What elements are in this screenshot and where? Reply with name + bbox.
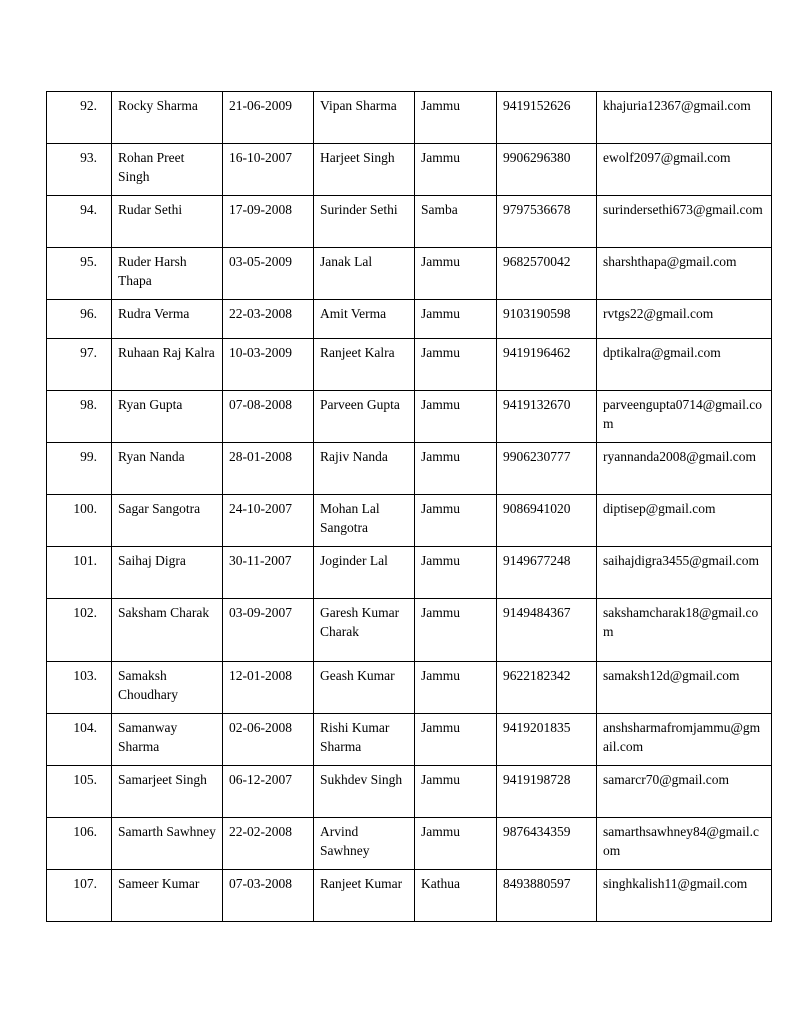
serial-number: 100.: [47, 495, 112, 547]
date-of-birth: 10-03-2009: [223, 339, 314, 391]
table-row: [47, 714, 772, 766]
phone-number: 9086941020: [497, 495, 597, 547]
date-of-birth: 21-06-2009: [223, 92, 314, 144]
table-row: [47, 870, 772, 922]
student-table: [46, 91, 772, 922]
date-of-birth: 07-03-2008: [223, 870, 314, 922]
phone-number: 9682570042: [497, 248, 597, 300]
phone-number: 9419132670: [497, 391, 597, 443]
phone-number: 9797536678: [497, 196, 597, 248]
table-row: [47, 547, 772, 599]
serial-number: 93.: [47, 144, 112, 196]
father-name: Vipan Sharma: [314, 92, 415, 144]
date-of-birth: 03-09-2007: [223, 599, 314, 662]
place: Jammu: [415, 599, 497, 662]
place: Jammu: [415, 714, 497, 766]
father-name: Surinder Sethi: [314, 196, 415, 248]
father-name: Ranjeet Kumar: [314, 870, 415, 922]
date-of-birth: 02-06-2008: [223, 714, 314, 766]
email-address: sakshamcharak18@gmail.com: [597, 599, 772, 662]
phone-number: 9103190598: [497, 300, 597, 339]
email-address: ryannanda2008@gmail.com: [597, 443, 772, 495]
student-name: Ryan Nanda: [112, 443, 223, 495]
student-name: Sagar Sangotra: [112, 495, 223, 547]
student-name: Samanway Sharma: [112, 714, 223, 766]
student-name: Ruder Harsh Thapa: [112, 248, 223, 300]
serial-number: 99.: [47, 443, 112, 495]
student-name: Sameer Kumar: [112, 870, 223, 922]
date-of-birth: 12-01-2008: [223, 662, 314, 714]
phone-number: 9419152626: [497, 92, 597, 144]
place: Jammu: [415, 300, 497, 339]
student-name: Rudra Verma: [112, 300, 223, 339]
email-address: khajuria12367@gmail.com: [597, 92, 772, 144]
table-row: [47, 339, 772, 391]
table-row: [47, 144, 772, 196]
serial-number: 104.: [47, 714, 112, 766]
email-address: parveengupta0714@gmail.com: [597, 391, 772, 443]
email-address: dptikalra@gmail.com: [597, 339, 772, 391]
phone-number: 9149677248: [497, 547, 597, 599]
table-row: [47, 391, 772, 443]
phone-number: 9419201835: [497, 714, 597, 766]
phone-number: 9622182342: [497, 662, 597, 714]
student-name: Ryan Gupta: [112, 391, 223, 443]
email-address: diptisep@gmail.com: [597, 495, 772, 547]
phone-number: 9906230777: [497, 443, 597, 495]
place: Jammu: [415, 391, 497, 443]
student-name: Samarth Sawhney: [112, 818, 223, 870]
father-name: Parveen Gupta: [314, 391, 415, 443]
serial-number: 97.: [47, 339, 112, 391]
student-name: Rohan Preet Singh: [112, 144, 223, 196]
father-name: Garesh Kumar Charak: [314, 599, 415, 662]
father-name: Mohan Lal Sangotra: [314, 495, 415, 547]
father-name: Amit Verma: [314, 300, 415, 339]
father-name: Rajiv Nanda: [314, 443, 415, 495]
table-row: [47, 599, 772, 662]
serial-number: 107.: [47, 870, 112, 922]
father-name: Arvind Sawhney: [314, 818, 415, 870]
student-name: Samaksh Choudhary: [112, 662, 223, 714]
email-address: samarthsawhney84@gmail.com: [597, 818, 772, 870]
father-name: Geash Kumar: [314, 662, 415, 714]
date-of-birth: 24-10-2007: [223, 495, 314, 547]
email-address: ewolf2097@gmail.com: [597, 144, 772, 196]
email-address: sharshthapa@gmail.com: [597, 248, 772, 300]
place: Samba: [415, 196, 497, 248]
father-name: Janak Lal: [314, 248, 415, 300]
serial-number: 98.: [47, 391, 112, 443]
date-of-birth: 07-08-2008: [223, 391, 314, 443]
father-name: Harjeet Singh: [314, 144, 415, 196]
place: Jammu: [415, 339, 497, 391]
table-row: [47, 495, 772, 547]
serial-number: 102.: [47, 599, 112, 662]
place: Jammu: [415, 443, 497, 495]
place: Jammu: [415, 144, 497, 196]
father-name: Sukhdev Singh: [314, 766, 415, 818]
place: Jammu: [415, 495, 497, 547]
table-row: [47, 818, 772, 870]
place: Jammu: [415, 818, 497, 870]
phone-number: 9876434359: [497, 818, 597, 870]
student-name: Rudar Sethi: [112, 196, 223, 248]
date-of-birth: 22-02-2008: [223, 818, 314, 870]
date-of-birth: 03-05-2009: [223, 248, 314, 300]
email-address: rvtgs22@gmail.com: [597, 300, 772, 339]
table-row: [47, 248, 772, 300]
phone-number: 8493880597: [497, 870, 597, 922]
student-name: Saihaj Digra: [112, 547, 223, 599]
serial-number: 103.: [47, 662, 112, 714]
table-row: [47, 662, 772, 714]
place: Kathua: [415, 870, 497, 922]
student-name: Ruhaan Raj Kalra: [112, 339, 223, 391]
place: Jammu: [415, 766, 497, 818]
serial-number: 96.: [47, 300, 112, 339]
email-address: samaksh12d@gmail.com: [597, 662, 772, 714]
student-name: Saksham Charak: [112, 599, 223, 662]
date-of-birth: 06-12-2007: [223, 766, 314, 818]
father-name: Ranjeet Kalra: [314, 339, 415, 391]
place: Jammu: [415, 662, 497, 714]
father-name: Rishi Kumar Sharma: [314, 714, 415, 766]
serial-number: 95.: [47, 248, 112, 300]
serial-number: 106.: [47, 818, 112, 870]
email-address: samarcr70@gmail.com: [597, 766, 772, 818]
serial-number: 92.: [47, 92, 112, 144]
table-row: [47, 196, 772, 248]
date-of-birth: 28-01-2008: [223, 443, 314, 495]
email-address: surindersethi673@gmail.com: [597, 196, 772, 248]
serial-number: 101.: [47, 547, 112, 599]
place: Jammu: [415, 92, 497, 144]
table-row: [47, 300, 772, 339]
date-of-birth: 16-10-2007: [223, 144, 314, 196]
phone-number: 9906296380: [497, 144, 597, 196]
email-address: anshsharmafromjammu@gmail.com: [597, 714, 772, 766]
serial-number: 105.: [47, 766, 112, 818]
table-row: [47, 766, 772, 818]
email-address: singhkalish11@gmail.com: [597, 870, 772, 922]
phone-number: 9149484367: [497, 599, 597, 662]
place: Jammu: [415, 547, 497, 599]
phone-number: 9419198728: [497, 766, 597, 818]
email-address: saihajdigra3455@gmail.com: [597, 547, 772, 599]
date-of-birth: 22-03-2008: [223, 300, 314, 339]
father-name: Joginder Lal: [314, 547, 415, 599]
phone-number: 9419196462: [497, 339, 597, 391]
serial-number: 94.: [47, 196, 112, 248]
student-name: Rocky Sharma: [112, 92, 223, 144]
place: Jammu: [415, 248, 497, 300]
table-row: [47, 92, 772, 144]
table-row: [47, 443, 772, 495]
date-of-birth: 17-09-2008: [223, 196, 314, 248]
student-name: Samarjeet Singh: [112, 766, 223, 818]
date-of-birth: 30-11-2007: [223, 547, 314, 599]
